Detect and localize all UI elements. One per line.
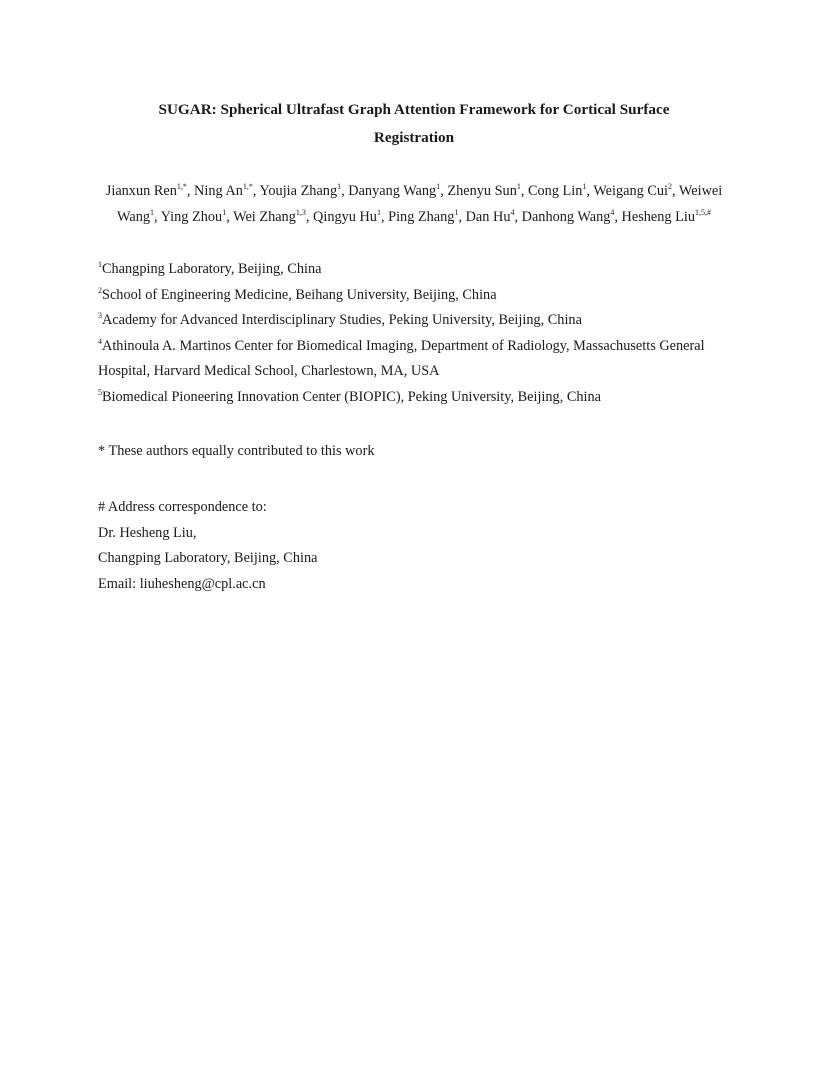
author-list	[96, 178, 732, 230]
title-line-1: SUGAR: Spherical Ultrafast Graph Attention Framework for Cortical Surface	[158, 101, 670, 118]
author-name: Weiwei Wang	[117, 183, 723, 225]
author-name: Danyang Wang	[348, 183, 437, 199]
author	[466, 209, 522, 225]
author-affiliation-marker: 1	[454, 208, 459, 217]
author-separator: ,	[341, 183, 349, 199]
author-separator: ,	[614, 209, 622, 225]
author-affiliation-marker: 1,5,#	[694, 208, 711, 217]
author-separator: ,	[226, 209, 234, 225]
author	[106, 183, 194, 199]
author-name: Jianxun Ren	[105, 183, 177, 199]
correspondence-email: Email: liuhesheng@cpl.ac.cn	[98, 575, 266, 592]
affiliation-item	[98, 308, 734, 334]
author	[622, 209, 711, 225]
affiliation-number: 5	[98, 387, 102, 397]
author-name: Hesheng Liu	[621, 209, 695, 225]
author	[388, 209, 465, 225]
author-name: Qingyu Hu	[313, 209, 377, 225]
author	[194, 183, 259, 199]
author-affiliation-marker: 1,3	[295, 208, 306, 217]
author-affiliation-marker: 1	[582, 182, 587, 191]
author-affiliation-marker: 1,*	[176, 182, 187, 191]
author-separator: ,	[458, 209, 466, 225]
affiliation-text: Academy for Advanced Interdisciplinary Studies, Peking University, Beijing, China	[102, 312, 582, 329]
paper-title	[0, 96, 828, 152]
author-affiliation-marker: 1	[376, 208, 381, 217]
affiliation-item	[98, 334, 734, 385]
affiliation-item	[98, 283, 734, 309]
correspondence-address: Changping Laboratory, Beijing, China	[98, 550, 318, 567]
author-separator: ,	[520, 183, 528, 199]
author	[447, 183, 528, 199]
author-separator: ,	[440, 183, 448, 199]
affiliation-item	[98, 257, 734, 283]
author-name: Danhong Wang	[521, 209, 611, 225]
author-name: Dan Hu	[465, 209, 511, 225]
author-separator: ,	[154, 209, 161, 225]
author-name: Weigang Cui	[593, 183, 669, 199]
affiliation-number: 1	[98, 260, 102, 269]
author-separator: ,	[672, 183, 679, 199]
author-separator: ,	[186, 183, 195, 199]
author-separator: ,	[305, 209, 314, 225]
affiliation-number: 4	[98, 336, 102, 346]
affiliation-item	[98, 385, 734, 411]
affiliation-text: Changping Laboratory, Beijing, China	[102, 261, 322, 277]
equal-contribution-note: * These authors equally contributed to this work	[98, 443, 375, 459]
correspondence-heading: # Address correspondence to:	[98, 499, 267, 515]
author-name: Zhenyu Sun	[447, 183, 517, 199]
affiliation-number: 2	[98, 285, 102, 295]
author-separator: ,	[252, 183, 260, 199]
author-name: Cong Lin	[528, 183, 583, 199]
author-affiliation-marker: 1	[337, 182, 342, 191]
author-separator: ,	[514, 209, 522, 225]
author-affiliation-marker: 1	[436, 182, 441, 191]
author-name: Ning An	[194, 183, 243, 199]
author	[528, 183, 593, 199]
author	[593, 183, 679, 199]
correspondence-block	[98, 495, 317, 597]
affiliation-number: 3	[98, 311, 102, 321]
correspondence-name: Dr. Hesheng Liu,	[98, 524, 197, 541]
author-affiliation-marker: 4	[510, 208, 515, 217]
author	[260, 183, 349, 199]
author	[161, 209, 233, 225]
author-affiliation-marker: 1	[516, 182, 521, 191]
author-affiliation-marker: 1,*	[242, 182, 253, 191]
affiliation-text: School of Engineering Medicine, Beihang University, Beijing, China	[102, 286, 497, 303]
affiliation-text: Biomedical Pioneering Innovation Center (BIOPIC), Peking University, Beijing, China	[102, 388, 601, 405]
author-name: Ying Zhou	[160, 209, 223, 225]
author	[348, 183, 447, 199]
author	[313, 209, 388, 225]
author-name: Ping Zhang	[388, 209, 455, 225]
author-affiliation-marker: 2	[668, 182, 673, 191]
affiliation-text: Athinoula A. Martinos Center for Biomedical Imaging, Department of Radiology, Massachusetts General Hospital, Harvard Medical School, Charlestown, MA, USA	[98, 337, 705, 380]
affiliation-list	[98, 257, 734, 411]
author	[233, 209, 313, 225]
author-affiliation-marker: 4	[610, 208, 615, 217]
author-separator: ,	[380, 209, 389, 225]
author	[522, 209, 622, 225]
author-name: Youjia Zhang	[259, 183, 338, 199]
author-name: Wei Zhang	[233, 209, 296, 225]
author-affiliation-marker: 1	[150, 208, 155, 217]
author-affiliation-marker: 1	[222, 208, 227, 217]
author-separator: ,	[586, 183, 594, 199]
title-line-2: Registration	[373, 129, 455, 146]
